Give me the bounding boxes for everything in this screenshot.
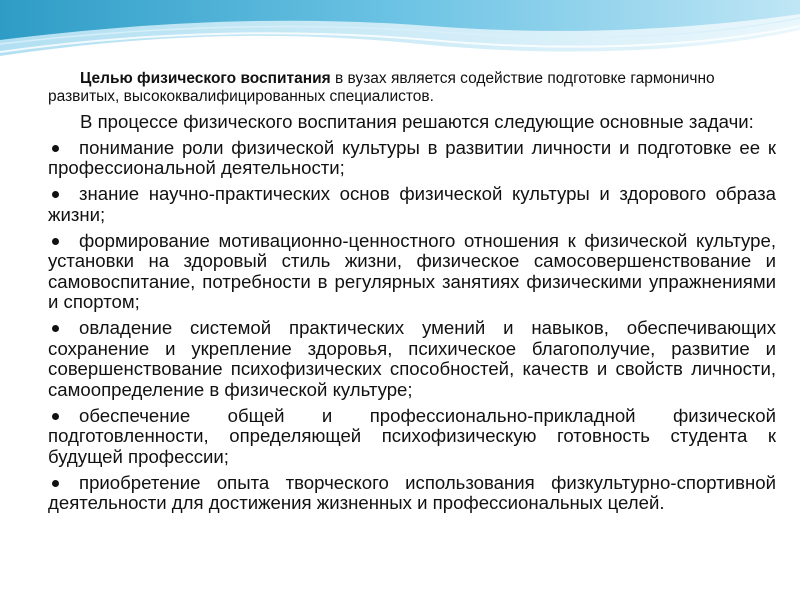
list-item <box>48 231 776 313</box>
intro-bold-phrase: Целью физического воспитания <box>80 70 331 87</box>
list-item-text: овладение системой практических умений и навыков, обеспечивающих сохранение и укрепление здоровья, психическое благополучие, развитие и совершенствование психофизических способностей, качеств и свойств личности, самоопределение в физической культуре; <box>48 317 776 400</box>
list-item-text: формирование мотивационно-ценностного отношения к физической культуре, установки на здоровый стиль жизни, физическое самосовершенствование и самовоспитание, потребности в регулярных занятиях физическими упражнениями и спортом; <box>48 229 776 312</box>
bullet-icon <box>52 413 59 420</box>
list-item <box>48 318 776 400</box>
tasks-lead-paragraph: В процессе физического воспитания решаются следующие основные задачи: <box>80 111 754 132</box>
bullet-icon <box>52 480 59 487</box>
list-item-text: обеспечение общей и профессионально-прикладной физической подготовленности, определяющей психофизическую готовность студента к будущей профессии; <box>48 404 776 467</box>
list-item-text: приобретение опыта творческого использования физкультурно-спортивной деятельности для достижения жизненных и профессиональных целей. <box>48 471 776 513</box>
bullet-icon <box>52 145 59 152</box>
list-item <box>48 406 776 468</box>
bullet-icon <box>52 325 59 332</box>
list-item <box>48 184 776 225</box>
bullet-icon <box>52 238 59 245</box>
list-item-text: понимание роли физической культуры в развитии личности и подготовке ее к профессиональной деятельности; <box>48 136 776 178</box>
bullet-icon <box>52 191 59 198</box>
intro-text: в вузах является содействие подготовке гармонично развитых, высококвалифицированных специалистов. <box>48 70 715 105</box>
list-item <box>48 138 776 179</box>
intro-paragraph <box>48 70 776 106</box>
list-item <box>48 473 776 514</box>
slide-content <box>48 70 776 519</box>
tasks-list <box>48 138 776 514</box>
list-item-text: знание научно-практических основ физической культуры и здорового образа жизни; <box>48 183 776 225</box>
